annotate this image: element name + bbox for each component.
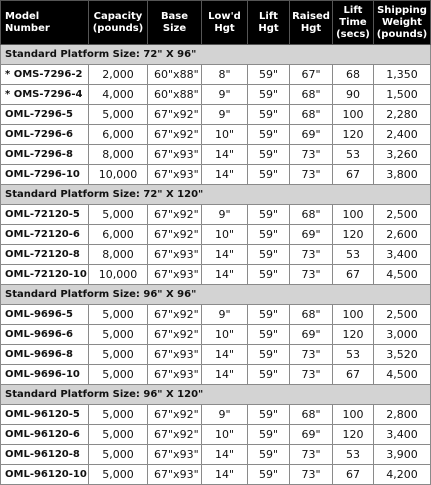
table-row	[1, 325, 431, 345]
cell-raised-height: 67"	[290, 65, 333, 85]
cell-lift-time: 67	[333, 465, 374, 485]
cell-base-size: 67"x93"	[148, 465, 202, 485]
cell-lift-time: 67	[333, 265, 374, 285]
cell-raised-height: 68"	[290, 85, 333, 105]
cell-lift-height: 59"	[248, 445, 290, 465]
cell-lift-time: 120	[333, 125, 374, 145]
cell-lift-height: 59"	[248, 145, 290, 165]
cell-lowered-height: 14"	[202, 445, 248, 465]
cell-capacity: 5,000	[89, 205, 148, 225]
column-header-line: Hgt	[214, 22, 235, 34]
cell-model-number: OML-72120-5	[1, 205, 89, 225]
cell-base-size: 67"x92"	[148, 225, 202, 245]
table-header	[1, 1, 431, 45]
cell-lift-time: 53	[333, 145, 374, 165]
table-row	[1, 345, 431, 365]
cell-shipping-weight: 2,800	[374, 405, 431, 425]
column-header-line: Capacity	[93, 10, 143, 22]
cell-lowered-height: 14"	[202, 165, 248, 185]
cell-model-number: OML-9696-5	[1, 305, 89, 325]
cell-base-size: 67"x93"	[148, 165, 202, 185]
column-header-model-number	[1, 1, 89, 45]
column-header-base-size	[148, 1, 202, 45]
cell-model-number: OML-7296-6	[1, 125, 89, 145]
column-header-lift-height	[248, 1, 290, 45]
cell-raised-height: 73"	[290, 265, 333, 285]
cell-raised-height: 69"	[290, 225, 333, 245]
cell-shipping-weight: 3,800	[374, 165, 431, 185]
cell-lowered-height: 14"	[202, 365, 248, 385]
cell-model-number: OML-96120-10	[1, 465, 89, 485]
cell-capacity: 5,000	[89, 465, 148, 485]
cell-base-size: 67"x92"	[148, 305, 202, 325]
cell-shipping-weight: 3,520	[374, 345, 431, 365]
cell-shipping-weight: 2,400	[374, 125, 431, 145]
cell-raised-height: 69"	[290, 325, 333, 345]
cell-base-size: 60"x88"	[148, 85, 202, 105]
table-row	[1, 265, 431, 285]
cell-model-number: OML-72120-6	[1, 225, 89, 245]
cell-shipping-weight: 3,400	[374, 245, 431, 265]
cell-base-size: 60"x88"	[148, 65, 202, 85]
column-header-capacity	[89, 1, 148, 45]
cell-lowered-height: 14"	[202, 345, 248, 365]
cell-raised-height: 69"	[290, 425, 333, 445]
column-header-line: Shipping	[377, 4, 427, 16]
cell-shipping-weight: 2,500	[374, 305, 431, 325]
cell-model-number: OML-72120-10	[1, 265, 89, 285]
table-row	[1, 205, 431, 225]
cell-lift-time: 53	[333, 445, 374, 465]
cell-lift-time: 67	[333, 165, 374, 185]
cell-raised-height: 69"	[290, 125, 333, 145]
section-row	[1, 285, 431, 305]
table-row	[1, 105, 431, 125]
cell-raised-height: 68"	[290, 105, 333, 125]
cell-base-size: 67"x92"	[148, 325, 202, 345]
cell-raised-height: 68"	[290, 405, 333, 425]
cell-base-size: 67"x92"	[148, 125, 202, 145]
cell-shipping-weight: 3,400	[374, 425, 431, 445]
cell-model-number: OML-7296-8	[1, 145, 89, 165]
cell-raised-height: 73"	[290, 465, 333, 485]
table-row	[1, 365, 431, 385]
cell-lift-time: 90	[333, 85, 374, 105]
cell-base-size: 67"x93"	[148, 145, 202, 165]
cell-lowered-height: 9"	[202, 205, 248, 225]
cell-base-size: 67"x93"	[148, 345, 202, 365]
cell-capacity: 10,000	[89, 165, 148, 185]
column-header-line: (pounds)	[92, 22, 144, 34]
table-body	[1, 45, 431, 485]
section-title: Standard Platform Size: 72" X 96"	[1, 45, 431, 65]
cell-lift-height: 59"	[248, 465, 290, 485]
cell-raised-height: 68"	[290, 305, 333, 325]
column-header-raised-height	[290, 1, 333, 45]
cell-lift-time: 68	[333, 65, 374, 85]
column-header-line: Weight	[382, 16, 422, 28]
column-header-line: Time	[339, 16, 367, 28]
section-row	[1, 185, 431, 205]
column-header-line: Base Size	[160, 10, 189, 34]
cell-capacity: 5,000	[89, 105, 148, 125]
table-row	[1, 445, 431, 465]
column-header-line: (secs)	[336, 28, 370, 40]
cell-lowered-height: 14"	[202, 245, 248, 265]
cell-capacity: 5,000	[89, 405, 148, 425]
cell-lift-time: 100	[333, 405, 374, 425]
cell-lowered-height: 9"	[202, 305, 248, 325]
section-title: Standard Platform Size: 72" X 120"	[1, 185, 431, 205]
column-header-shipping-weight	[374, 1, 431, 45]
section-row	[1, 45, 431, 65]
column-header-line: Lift	[343, 4, 363, 16]
cell-model-number: OML-9696-6	[1, 325, 89, 345]
table-row	[1, 245, 431, 265]
cell-lift-height: 59"	[248, 245, 290, 265]
cell-lift-height: 59"	[248, 345, 290, 365]
cell-capacity: 10,000	[89, 265, 148, 285]
column-header-line: Lift	[259, 10, 278, 22]
cell-base-size: 67"x93"	[148, 245, 202, 265]
cell-capacity: 5,000	[89, 345, 148, 365]
cell-lowered-height: 9"	[202, 85, 248, 105]
cell-lift-height: 59"	[248, 305, 290, 325]
cell-base-size: 67"x93"	[148, 265, 202, 285]
cell-lift-height: 59"	[248, 165, 290, 185]
table-row	[1, 465, 431, 485]
cell-base-size: 67"x92"	[148, 205, 202, 225]
cell-lowered-height: 10"	[202, 325, 248, 345]
cell-model-number: OML-9696-8	[1, 345, 89, 365]
cell-lift-time: 100	[333, 305, 374, 325]
cell-base-size: 67"x93"	[148, 365, 202, 385]
cell-lowered-height: 10"	[202, 425, 248, 445]
table-row	[1, 65, 431, 85]
cell-lift-height: 59"	[248, 405, 290, 425]
cell-lift-height: 59"	[248, 205, 290, 225]
cell-raised-height: 73"	[290, 365, 333, 385]
table-row	[1, 305, 431, 325]
table-row	[1, 125, 431, 145]
column-header-line: Low'd	[208, 10, 241, 22]
cell-shipping-weight: 3,000	[374, 325, 431, 345]
cell-shipping-weight: 4,200	[374, 465, 431, 485]
cell-raised-height: 73"	[290, 445, 333, 465]
cell-lift-time: 120	[333, 225, 374, 245]
column-header-line: Hgt	[258, 22, 279, 34]
cell-model-number: OML-72120-8	[1, 245, 89, 265]
cell-base-size: 67"x92"	[148, 425, 202, 445]
table-row	[1, 85, 431, 105]
cell-raised-height: 73"	[290, 245, 333, 265]
cell-lowered-height: 14"	[202, 145, 248, 165]
cell-base-size: 67"x92"	[148, 405, 202, 425]
cell-shipping-weight: 3,900	[374, 445, 431, 465]
table-row	[1, 405, 431, 425]
cell-raised-height: 73"	[290, 165, 333, 185]
cell-capacity: 6,000	[89, 225, 148, 245]
column-header-line: Hgt	[300, 22, 322, 34]
cell-capacity: 6,000	[89, 125, 148, 145]
table-row	[1, 165, 431, 185]
cell-lift-height: 59"	[248, 425, 290, 445]
cell-model-number: * OMS-7296-2	[1, 65, 89, 85]
cell-base-size: 67"x92"	[148, 105, 202, 125]
cell-capacity: 5,000	[89, 425, 148, 445]
cell-shipping-weight: 3,260	[374, 145, 431, 165]
cell-capacity: 5,000	[89, 445, 148, 465]
cell-lift-height: 59"	[248, 65, 290, 85]
column-header-line: Raised	[292, 10, 330, 22]
cell-base-size: 67"x93"	[148, 445, 202, 465]
cell-model-number: * OMS-7296-4	[1, 85, 89, 105]
column-header-lift-time	[333, 1, 374, 45]
cell-shipping-weight: 4,500	[374, 365, 431, 385]
cell-lowered-height: 9"	[202, 105, 248, 125]
cell-model-number: OML-96120-8	[1, 445, 89, 465]
cell-shipping-weight: 1,500	[374, 85, 431, 105]
cell-capacity: 8,000	[89, 245, 148, 265]
header-row	[1, 1, 431, 45]
cell-capacity: 5,000	[89, 325, 148, 345]
cell-shipping-weight: 2,500	[374, 205, 431, 225]
cell-lift-height: 59"	[248, 265, 290, 285]
cell-lowered-height: 14"	[202, 265, 248, 285]
cell-shipping-weight: 1,350	[374, 65, 431, 85]
cell-lowered-height: 10"	[202, 125, 248, 145]
cell-lift-height: 59"	[248, 325, 290, 345]
table-row	[1, 145, 431, 165]
cell-lowered-height: 8"	[202, 65, 248, 85]
cell-lift-height: 59"	[248, 125, 290, 145]
cell-model-number: OML-96120-6	[1, 425, 89, 445]
cell-lift-height: 59"	[248, 365, 290, 385]
cell-lift-time: 120	[333, 325, 374, 345]
cell-lift-time: 53	[333, 245, 374, 265]
cell-lift-height: 59"	[248, 85, 290, 105]
cell-lift-time: 120	[333, 425, 374, 445]
cell-shipping-weight: 2,280	[374, 105, 431, 125]
cell-capacity: 2,000	[89, 65, 148, 85]
cell-capacity: 5,000	[89, 305, 148, 325]
cell-model-number: OML-9696-10	[1, 365, 89, 385]
cell-lift-time: 53	[333, 345, 374, 365]
cell-lift-height: 59"	[248, 105, 290, 125]
cell-raised-height: 73"	[290, 345, 333, 365]
cell-model-number: OML-7296-5	[1, 105, 89, 125]
cell-raised-height: 68"	[290, 205, 333, 225]
cell-lift-height: 59"	[248, 225, 290, 245]
cell-lowered-height: 10"	[202, 225, 248, 245]
cell-lift-time: 67	[333, 365, 374, 385]
section-title: Standard Platform Size: 96" X 96"	[1, 285, 431, 305]
column-header-line: (pounds)	[376, 28, 428, 40]
cell-model-number: OML-7296-10	[1, 165, 89, 185]
table-row	[1, 225, 431, 245]
cell-capacity: 4,000	[89, 85, 148, 105]
cell-lift-time: 100	[333, 205, 374, 225]
table-row	[1, 425, 431, 445]
cell-model-number: OML-96120-5	[1, 405, 89, 425]
column-header-line: Model Number	[5, 10, 50, 34]
cell-shipping-weight: 2,600	[374, 225, 431, 245]
cell-lowered-height: 14"	[202, 465, 248, 485]
cell-lift-time: 100	[333, 105, 374, 125]
section-title: Standard Platform Size: 96" X 120"	[1, 385, 431, 405]
section-row	[1, 385, 431, 405]
cell-shipping-weight: 4,500	[374, 265, 431, 285]
column-header-lowered-height	[202, 1, 248, 45]
cell-capacity: 8,000	[89, 145, 148, 165]
cell-capacity: 5,000	[89, 365, 148, 385]
cell-raised-height: 73"	[290, 145, 333, 165]
cell-lowered-height: 9"	[202, 405, 248, 425]
